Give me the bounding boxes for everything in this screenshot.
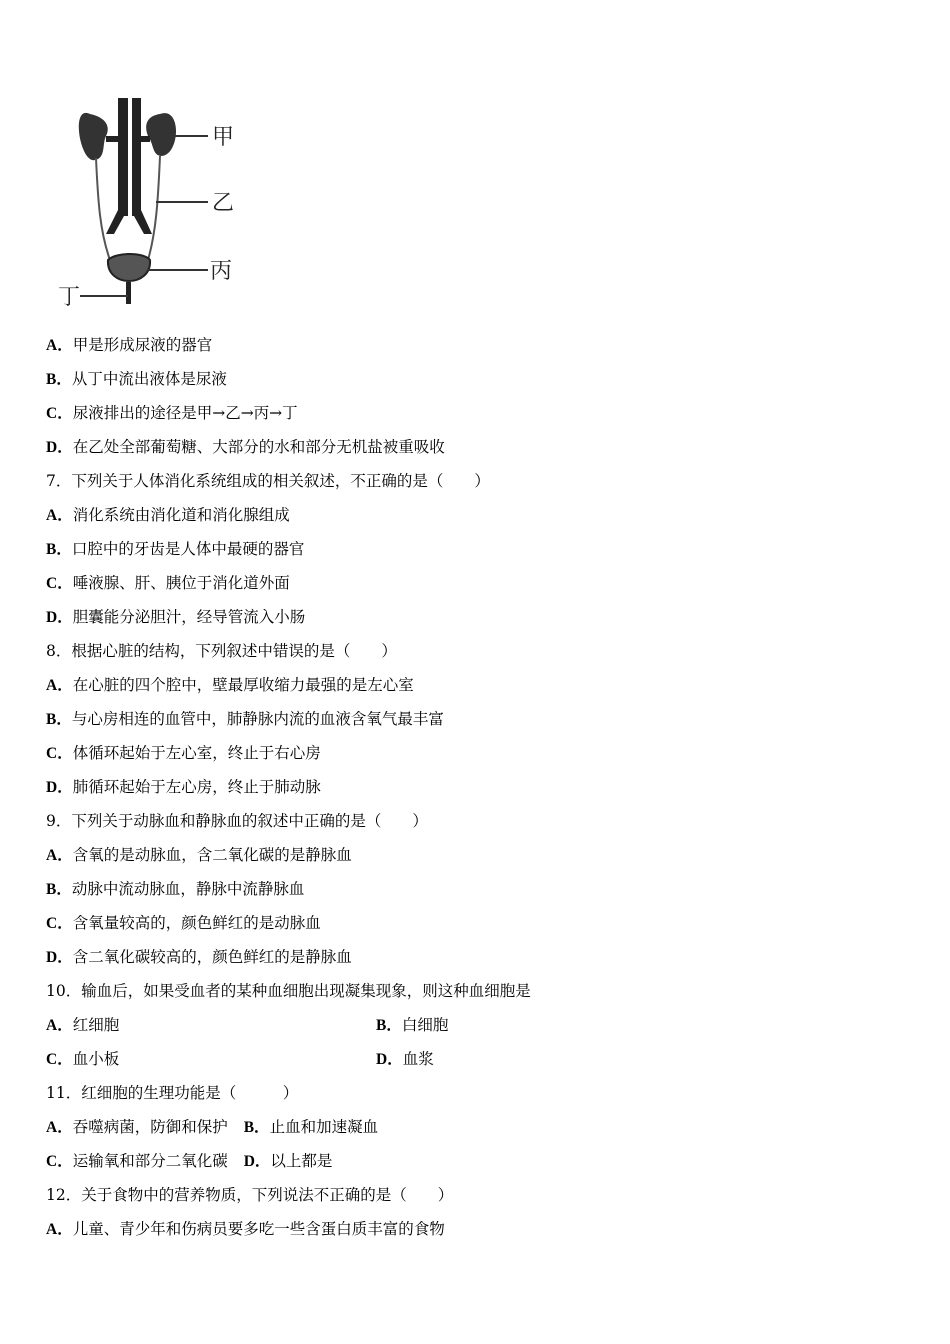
label-ding: 丁 [58,285,81,310]
q9-option-d[interactable]: D．含二氧化碳较高的，颜色鲜红的是静脉血 [46,948,352,966]
q10-option-b[interactable]: B．白细胞 [376,1016,449,1034]
q11-option-d[interactable]: D．以上都是 [243,1152,333,1170]
bladder [108,254,150,281]
label-bing: 丙 [210,259,233,284]
left-kidney [79,113,108,160]
q7-stem: 7．下列关于人体消化系统组成的相关叙述，不正确的是（ ） [46,472,490,490]
right-kidney [146,113,176,156]
q12-stem: 12．关于食物中的营养物质，下列说法不正确的是（ ） [46,1186,454,1204]
ureter [96,158,110,260]
q10-option-d[interactable]: D．血浆 [376,1050,434,1068]
q10-options-row-1 [46,1008,906,1042]
q6-option-d[interactable]: D．在乙处全部葡萄糖、大部分的水和部分无机盐被重吸收 [46,438,445,456]
q6-option-a[interactable]: A．甲是形成尿液的器官 [46,336,213,354]
urinary-system-figure [40,92,250,312]
q8-option-b[interactable]: B．与心房相连的血管中，肺静脉内流的血液含氧气最丰富 [46,710,444,728]
q7-option-c[interactable]: C．唾液腺、肝、胰位于消化道外面 [46,574,290,592]
urethra [126,282,131,304]
label-yi: 乙 [212,191,235,216]
q10-option-c[interactable]: C．血小板 [46,1050,120,1068]
q9-option-c[interactable]: C．含氧量较高的，颜色鲜红的是动脉血 [46,914,321,932]
q9-stem: 9．下列关于动脉血和静脉血的叙述中正确的是（ ） [46,812,428,830]
q12-option-a[interactable]: A．儿童、青少年和伤病员要多吃一些含蛋白质丰富的食物 [46,1220,445,1238]
q11-option-b[interactable]: B．止血和加速凝血 [243,1118,379,1136]
q9-option-b[interactable]: B．动脉中流动脉血，静脉中流静脉血 [46,880,305,898]
q10-stem: 10．输血后，如果受血者的某种血细胞出现凝集现象，则这种血细胞是 [46,982,531,1000]
q11-options-row-2 [46,1144,906,1178]
vena-cava [132,98,141,216]
q8-stem: 8．根据心脏的结构，下列叙述中错误的是（ ） [46,642,397,660]
label-jia: 甲 [212,125,235,150]
q6-option-b[interactable]: B．从丁中流出液体是尿液 [46,370,227,388]
aorta [118,98,128,216]
q8-option-a[interactable]: A．在心脏的四个腔中，壁最厚收缩力最强的是左心室 [46,676,414,694]
q8-option-d[interactable]: D．肺循环起始于左心房，终止于肺动脉 [46,778,321,796]
q6-option-c[interactable]: C．尿液排出的途径是甲→乙→丙→丁 [46,404,298,422]
q11-option-a[interactable]: A．吞噬病菌，防御和保护 [46,1118,228,1136]
q11-option-c[interactable]: C．运输氧和部分二氧化碳 [46,1152,228,1170]
q10-options-row-2 [46,1042,906,1076]
q11-stem: 11．红细胞的生理功能是（ ） [46,1084,299,1102]
q7-option-d[interactable]: D．胆囊能分泌胆汁，经导管流入小肠 [46,608,306,626]
question-list [46,328,906,1246]
q10-option-a[interactable]: A．红细胞 [46,1016,120,1034]
q7-option-a[interactable]: A．消化系统由消化道和消化腺组成 [46,506,290,524]
q11-options-row-1 [46,1110,906,1144]
q9-option-a[interactable]: A．含氧的是动脉血，含二氧化碳的是静脉血 [46,846,352,864]
q8-option-c[interactable]: C．体循环起始于左心室，终止于右心房 [46,744,321,762]
q7-option-b[interactable]: B．口腔中的牙齿是人体中最硬的器官 [46,540,305,558]
